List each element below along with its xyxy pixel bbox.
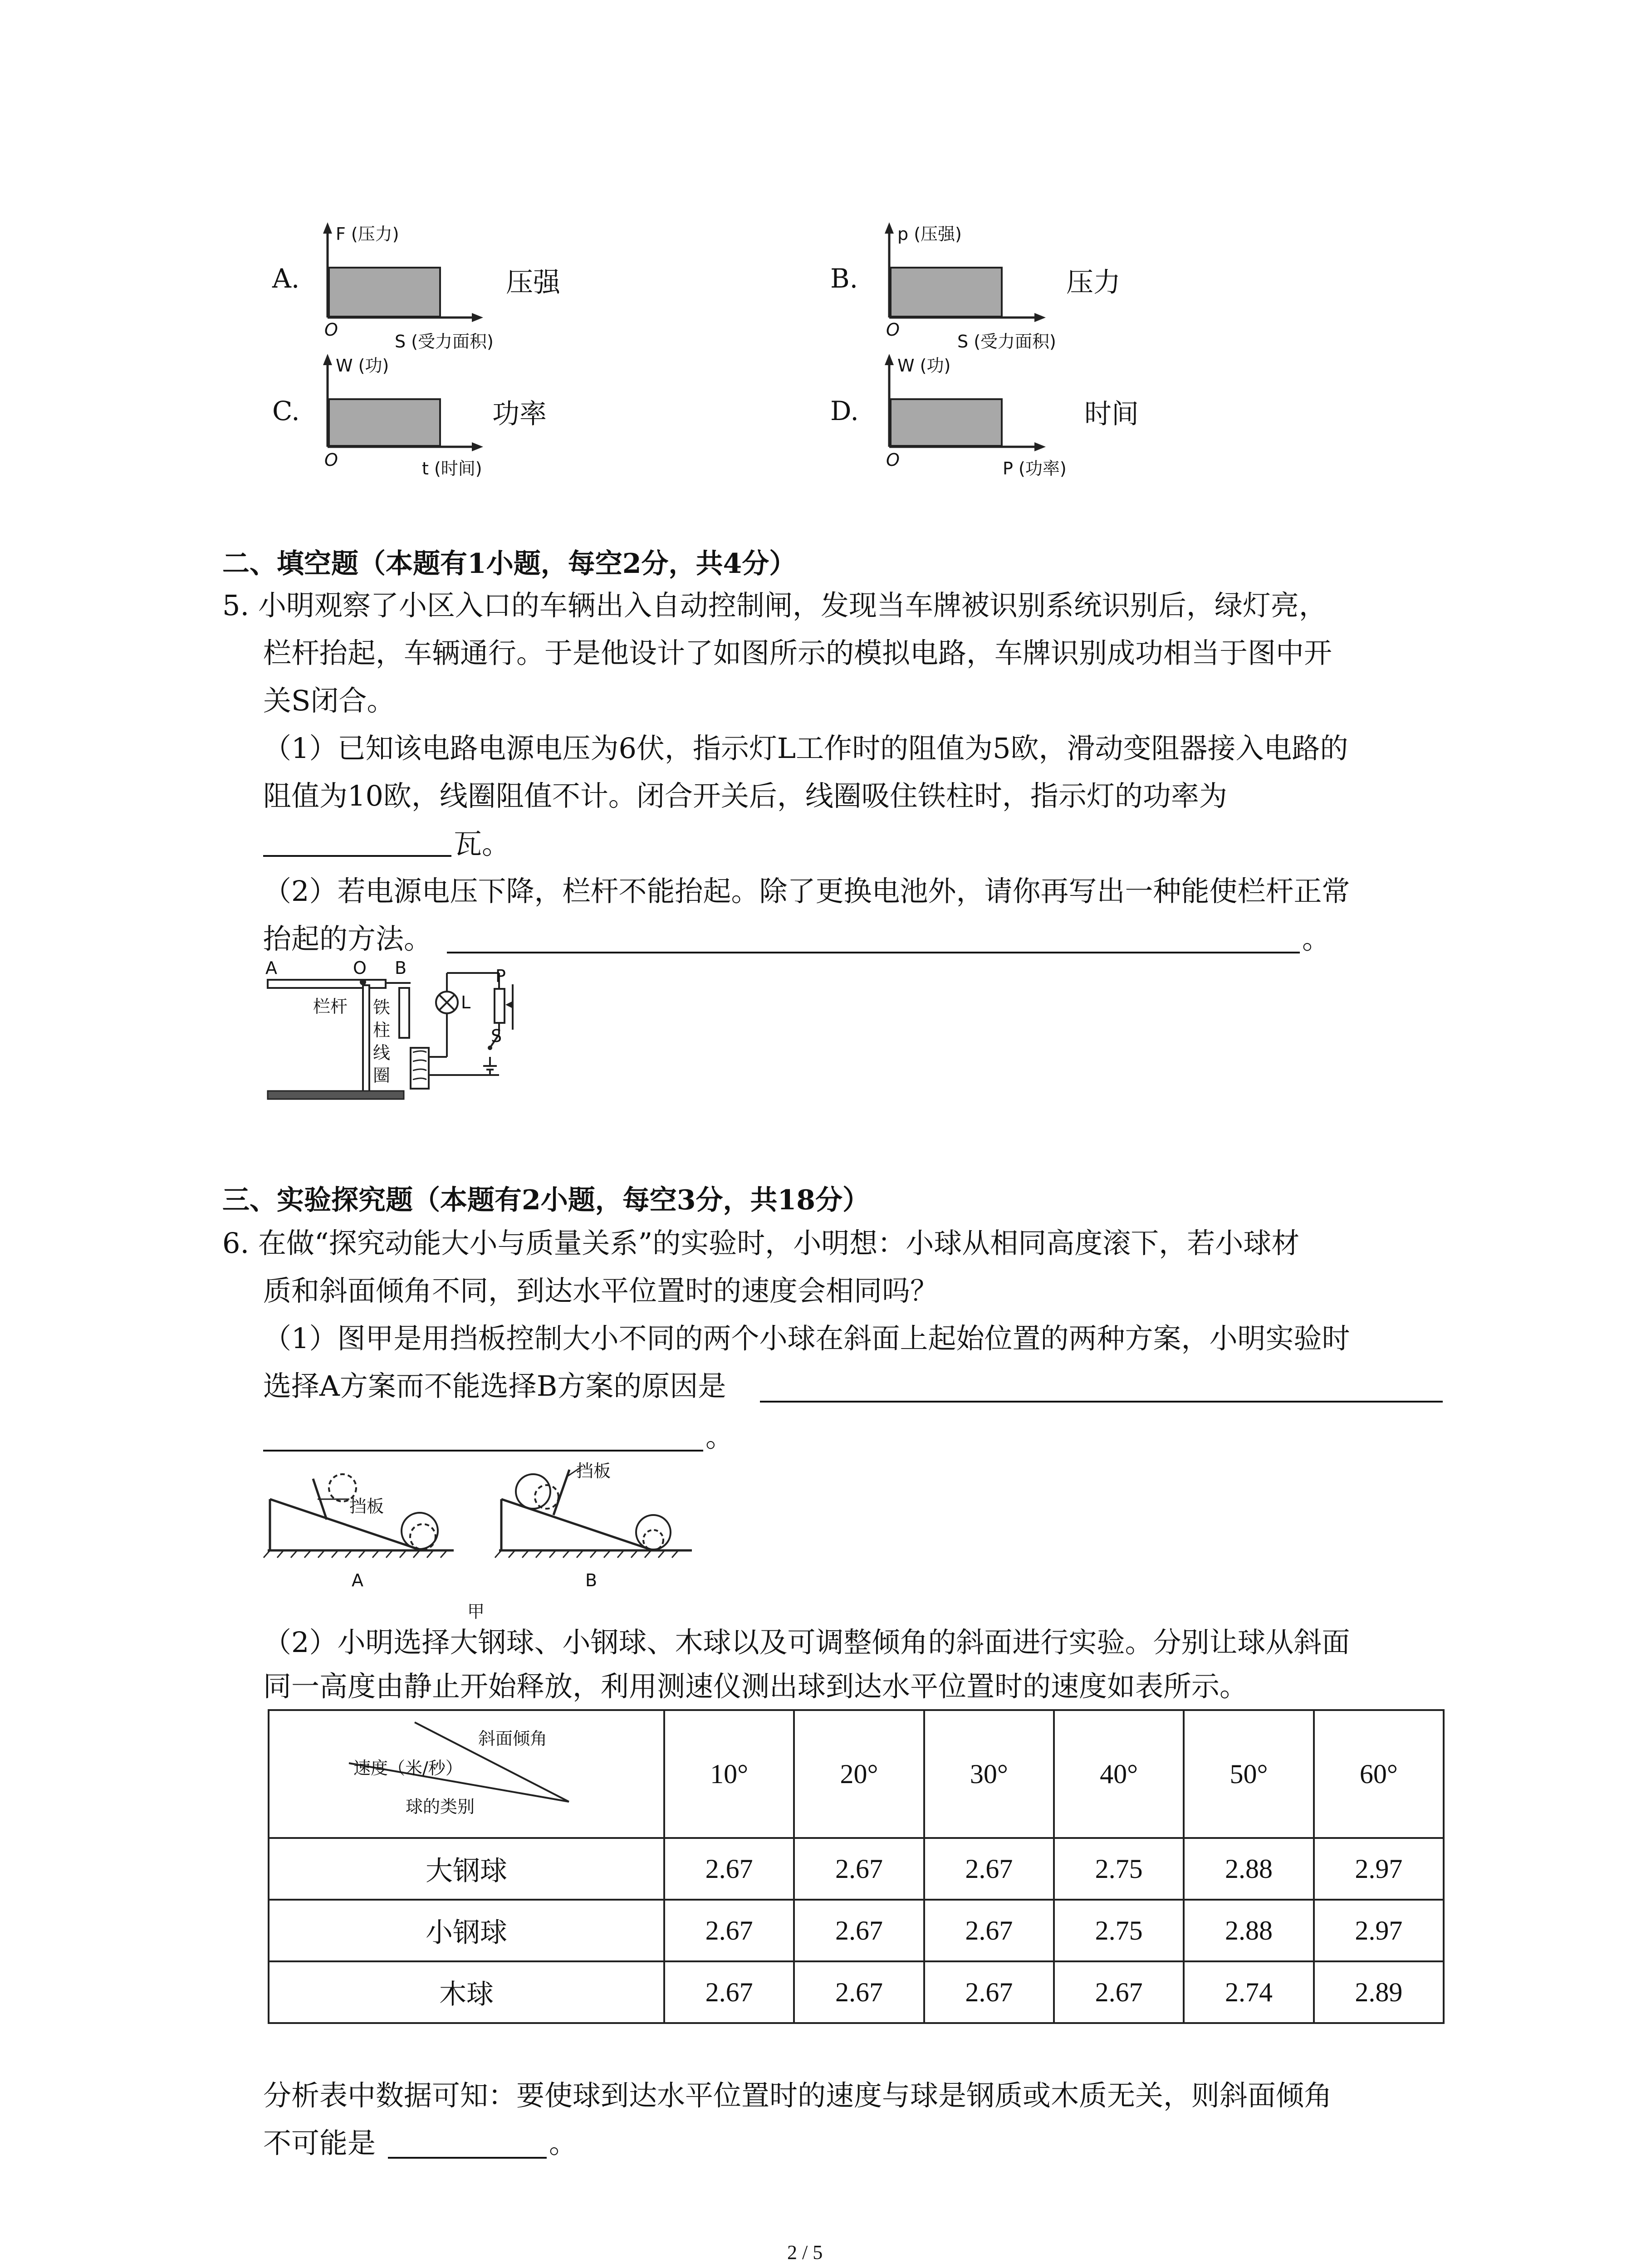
angle-header: 40° — [1054, 1710, 1184, 1838]
end-punct: 。 — [549, 2126, 578, 2160]
label-core-1: 铁 — [373, 997, 391, 1017]
y-axis-label: F (压力) — [336, 224, 399, 244]
y-axis-label: W (功) — [336, 356, 389, 376]
speed-cell: 2.67 — [664, 1961, 794, 2023]
speed-cell: 2.67 — [924, 1838, 1054, 1900]
label-core-2: 柱 — [373, 1020, 391, 1040]
label-baffle-b: 挡板 — [576, 1461, 611, 1481]
speed-cell: 2.67 — [1054, 1961, 1184, 2023]
option-label: C. — [272, 396, 300, 426]
x-axis-label: S (受力面积) — [957, 332, 1056, 352]
corner-cell — [269, 1710, 664, 1838]
section-heading: 三、实验探究题（本题有2小题，每空3分，共18分） — [222, 1184, 870, 1216]
x-axis-label: P (功率) — [1003, 459, 1067, 479]
speed-cell: 2.88 — [1184, 1900, 1313, 1961]
graph-word: 功率 — [492, 398, 547, 430]
page-number: 2 / 5 — [787, 2241, 823, 2263]
end-punct: 。 — [705, 1420, 734, 1453]
question-5-line: 阻值为10欧，线圈阻值不计。闭合开关后，线圈吸住铁柱时，指示灯的功率为 — [263, 779, 1227, 812]
speed-cell: 2.67 — [664, 1900, 794, 1961]
question-6-line: 6. 在做“探究动能大小与质量关系”的实验时，小明想：小球从相同高度滚下，若小球材 — [222, 1227, 1300, 1260]
figure-caption: 甲 — [467, 1602, 485, 1622]
y-axis-label: p (压强) — [897, 224, 962, 244]
speed-cell: 2.75 — [1054, 1900, 1184, 1961]
row-header: 大钢球 — [269, 1838, 664, 1900]
angle-header: 50° — [1184, 1710, 1313, 1838]
label-o: O — [353, 958, 367, 978]
question-5-part2-line: 抬起的方法。 — [263, 922, 432, 955]
question-5-line: 栏杆抬起，车辆通行。于是他设计了如图所示的模拟电路，车牌识别成功相当于图中开 — [263, 636, 1332, 670]
label-p: P — [495, 966, 506, 986]
label-s: S — [491, 1026, 502, 1046]
graph-word: 压力 — [1066, 267, 1121, 298]
label-baffle-a: 挡板 — [349, 1496, 384, 1516]
corner-diagonals — [269, 1711, 663, 1839]
x-axis-label: S (受力面积) — [395, 332, 494, 352]
question-6-part1-line: 选择A方案而不能选择B方案的原因是 — [263, 1369, 726, 1403]
question-5-line: 5. 小明观察了小区入口的车辆出入自动控制闸，发现当车牌被识别系统识别后，绿灯亮， — [222, 589, 1327, 622]
option-label: A. — [272, 263, 300, 294]
row-header: 木球 — [269, 1961, 664, 2023]
end-punct: 。 — [1302, 922, 1331, 955]
table-row — [269, 1900, 1444, 1961]
question-5-line: 关S闭合。 — [263, 684, 395, 717]
label-a: A — [265, 958, 277, 978]
question-6-part1-line: （1）图甲是用挡板控制大小不同的两个小球在斜面上起始位置的两种方案，小明实验时 — [263, 1322, 1350, 1355]
section-heading: 二、填空题（本题有1小题，每空2分，共4分） — [222, 548, 797, 580]
speed-cell: 2.89 — [1314, 1961, 1444, 2023]
label-lever: 栏杆 — [313, 997, 348, 1017]
table-row — [269, 1961, 1444, 2023]
table-header-row — [269, 1710, 1444, 1838]
speed-table — [268, 1709, 1445, 2024]
row-header: 小钢球 — [269, 1900, 664, 1961]
question-6-part2-line: 同一高度由静止开始释放，利用测速仪测出球到达水平位置时的速度如表所示。 — [263, 1670, 1248, 1703]
corner-bottom-label: 球的类别 — [406, 1797, 475, 1817]
speed-cell: 2.67 — [924, 1961, 1054, 2023]
speed-cell: 2.74 — [1184, 1961, 1313, 2023]
angle-header: 60° — [1314, 1710, 1444, 1838]
origin-label: O — [324, 450, 338, 470]
origin-label: O — [886, 320, 900, 340]
angle-header: 20° — [794, 1710, 924, 1838]
corner-mid-label: 速度（米/秒） — [353, 1758, 463, 1778]
label-b: B — [395, 958, 407, 978]
option-label: B. — [830, 263, 858, 294]
corner-top-label: 斜面倾角 — [478, 1729, 548, 1749]
answer-blank-angle[interactable] — [388, 2157, 547, 2159]
label-l: L — [461, 992, 471, 1012]
analysis-line: 不可能是 — [263, 2126, 376, 2160]
speed-cell: 2.67 — [794, 1900, 924, 1961]
x-axis-label: t (时间) — [422, 459, 482, 479]
speed-cell: 2.67 — [794, 1961, 924, 2023]
speed-cell: 2.88 — [1184, 1838, 1313, 1900]
graph-word: 时间 — [1084, 398, 1139, 430]
question-6-line: 质和斜面倾角不同，到达水平位置时的速度会相同吗？ — [263, 1274, 939, 1307]
speed-cell: 2.67 — [794, 1838, 924, 1900]
label-coil-1: 线 — [373, 1043, 391, 1063]
question-6-part2-line: （2）小明选择大钢球、小钢球、木球以及可调整倾角的斜面进行实验。分别让球从斜面 — [263, 1626, 1350, 1659]
question-5-part2-line: （2）若电源电压下降，栏杆不能抬起。除了更换电池外，请你再写出一种能使栏杆正常 — [263, 875, 1350, 908]
angle-header: 10° — [664, 1710, 794, 1838]
unit-text: 瓦。 — [454, 827, 510, 860]
speed-cell: 2.97 — [1314, 1838, 1444, 1900]
question-5-line: （1）已知该电路电源电压为6伏，指示灯L工作时的阻值为5欧，滑动变阻器接入电路的 — [263, 732, 1348, 765]
label-scheme-a: A — [352, 1570, 363, 1590]
angle-header: 30° — [924, 1710, 1054, 1838]
analysis-line: 分析表中数据可知：要使球到达水平位置时的速度与球是钢质或木质无关，则斜面倾角 — [263, 2079, 1332, 2112]
speed-cell: 2.67 — [664, 1838, 794, 1900]
y-axis-label: W (功) — [897, 356, 951, 376]
graph-word: 压强 — [506, 267, 560, 298]
speed-cell: 2.67 — [924, 1900, 1054, 1961]
speed-cell: 2.75 — [1054, 1838, 1184, 1900]
speed-cell: 2.97 — [1314, 1900, 1444, 1961]
origin-label: O — [324, 320, 338, 340]
label-scheme-b: B — [585, 1570, 598, 1590]
origin-label: O — [886, 450, 900, 470]
label-coil-2: 圈 — [373, 1066, 391, 1085]
table-row — [269, 1838, 1444, 1900]
option-label: D. — [830, 396, 859, 426]
